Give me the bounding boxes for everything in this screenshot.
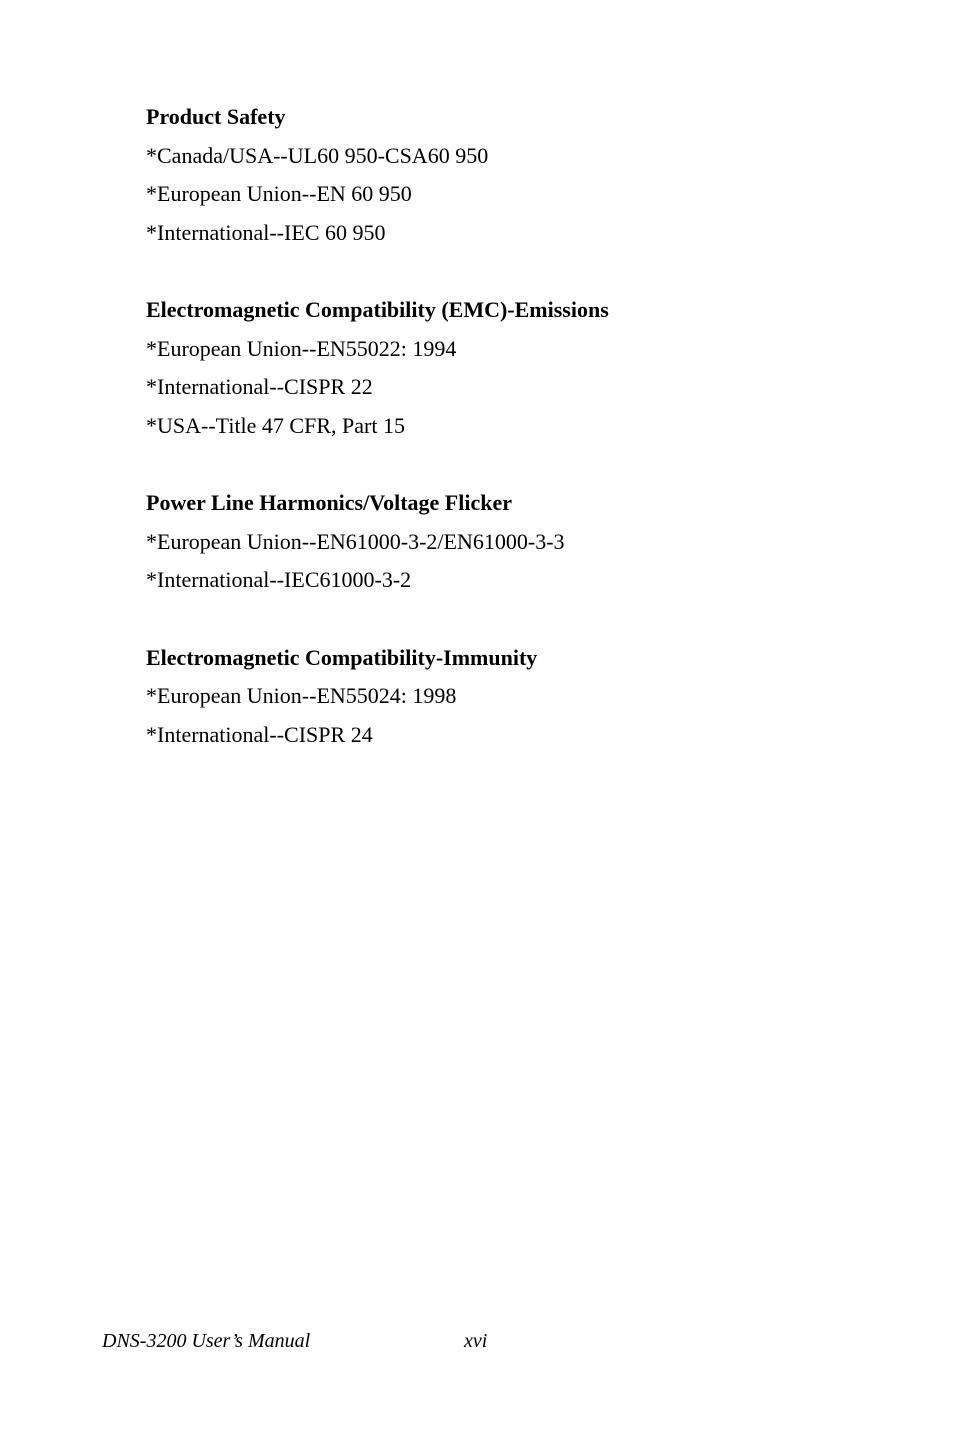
section-heading: Power Line Harmonics/Voltage Flicker [146, 490, 512, 515]
section-product-safety [146, 98, 906, 252]
standard-item: *International--IEC61000-3-2 [146, 567, 412, 592]
standard-item: *International--CISPR 24 [146, 721, 373, 747]
section-heading: Product Safety [146, 104, 286, 129]
standard-item: *International--IEC 60 950 [146, 219, 386, 245]
standard-item: *International--CISPR 22 [146, 374, 373, 399]
footer-manual-title: DNS-3200 User’s Manual [102, 1330, 311, 1352]
document-body [146, 98, 906, 793]
section-emc-emissions [146, 291, 906, 445]
section-power-line-harmonics [146, 484, 906, 600]
footer-page-number: xvi [464, 1330, 488, 1352]
section-heading: Electromagnetic Compatibility-Immunity [146, 644, 538, 670]
standard-item: *Canada/USA--UL60 950-CSA60 950 [146, 142, 489, 168]
standard-item: *European Union--EN55022: 1994 [146, 335, 457, 361]
standard-item: *European Union--EN55024: 1998 [146, 683, 457, 708]
standard-item: *European Union--EN 60 950 [146, 181, 412, 206]
standard-item: *European Union--EN61000-3-2/EN61000-3-3 [146, 528, 565, 554]
section-heading: Electromagnetic Compatibility (EMC)-Emissions [146, 297, 609, 322]
section-emc-immunity [146, 639, 906, 755]
standard-item: *USA--Title 47 CFR, Part 15 [146, 412, 405, 438]
